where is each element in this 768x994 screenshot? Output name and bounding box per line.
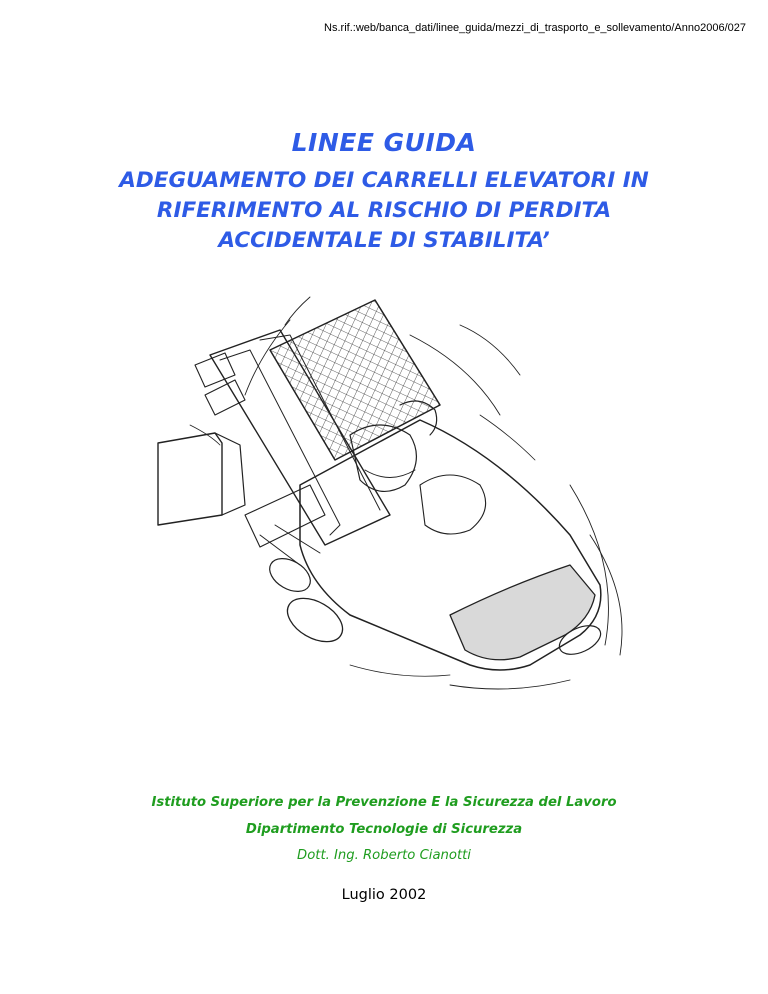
department-name: Dipartimento Tecnologie di Sicurezza: [245, 822, 523, 837]
motion-line: [460, 325, 520, 375]
author-name: Dott. Ing. Roberto Cianotti: [297, 848, 471, 863]
motion-line: [450, 680, 570, 689]
motion-line: [350, 665, 450, 676]
motion-line: [480, 415, 535, 460]
counterweight: [450, 565, 595, 660]
document-reference: Ns.rif.:web/banca_dati/linee_guida/mezzi_di_trasporto_e_sollevamento/Anno2006/027: [324, 22, 746, 34]
document-title: LINEE GUIDA: [291, 128, 477, 157]
subtitle-line: ADEGUAMENTO DEI CARRELLI ELEVATORI IN: [119, 168, 649, 193]
subtitle-line: ACCIDENTALE DI STABILITA’: [218, 228, 550, 253]
overhead-guard: [270, 300, 440, 460]
load-box: [158, 433, 222, 525]
publication-date: Luglio 2002: [341, 887, 427, 903]
wheel: [264, 552, 316, 598]
wheel: [280, 589, 350, 650]
document-subtitle: [0, 166, 768, 256]
subtitle-line: RIFERIMENTO AL RISCHIO DI PERDITA: [156, 198, 612, 223]
institute-name: Istituto Superiore per la Prevenzione E la Sicurezza del Lavoro: [151, 795, 617, 810]
forklift-illustration: [150, 285, 650, 705]
